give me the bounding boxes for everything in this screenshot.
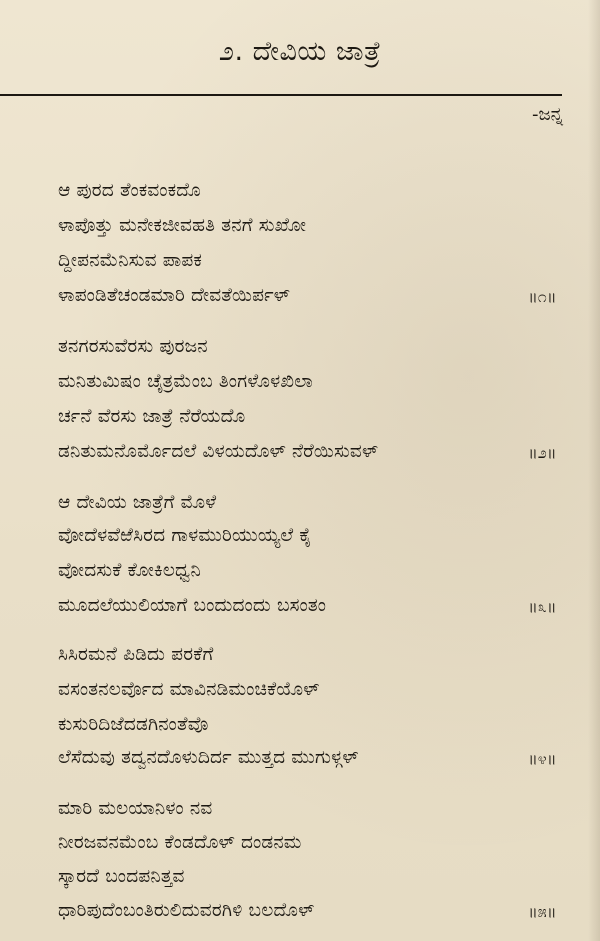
verse-4-number: ॥೪॥ xyxy=(528,749,557,768)
verse-1-line-2: ಳಾಪೊತ್ತು ಮನೇಕಜೀವಹತಿ ತನಗೆ ಸುಖೋ xyxy=(58,215,307,236)
verse-3-line-1: ಆ ದೇವಿಯ ಜಾತ್ರೆಗೆ ಮೊಳೆ xyxy=(58,492,217,513)
page-edge-shadow xyxy=(588,0,600,941)
title-rule xyxy=(0,94,562,96)
verse-1-number: ॥೧॥ xyxy=(528,287,557,306)
verse-3-line-4: ಮೂದಲೆಯುಲಿಯಾಗೆ ಬಂದುದಂದು ಬಸಂತಂ xyxy=(58,595,327,616)
verse-2-line-2: ಮನಿತುಮಿಷಂ ಚೈತ್ರಮೆಂಬ ತಿಂಗಳೊಳಖಿಲಾ xyxy=(58,371,313,392)
chapter-title: ೨. ದೇವಿಯ ಜಾತ್ರೆ xyxy=(218,36,382,67)
verse-1-line-3: ದ್ದೀಪನಮೆನಿಸುವ ಪಾಪಕ xyxy=(58,250,202,271)
verse-4-line-3: ಕುಸುರಿದಿಜೆದಡಗಿನಂತೆವೊ xyxy=(58,714,209,735)
verse-4-line-1: ಸಿಸಿರಮನೆ ಪಿಡಿದು ಪರಕೆಗೆ xyxy=(58,644,214,665)
verse-2-line-4: ಡನಿತುಮನೊರ್ಮೊದಲೆ ವಿಳಯದೊಳ್ ನೆರೆಯಿಸುವಳ್ xyxy=(58,441,379,462)
verse-3-line-3: ವೋದಸುಕೆ ಕೋಕಿಲಧ್ವನಿ xyxy=(58,560,202,581)
verse-1-line-4: ಳಾಪಂಡಿತೆಚಂಡಮಾರಿ ದೇವತೆಯಿರ್ಪಳ್ xyxy=(58,285,291,306)
verse-2-line-1: ತನಗರಸುವೆರಸು ಪುರಜನ xyxy=(58,336,208,357)
verse-3-number: ॥೩॥ xyxy=(528,597,557,616)
verse-5-line-1: ಮಾರಿ ಮಲಯಾನಿಳಂ ನವ xyxy=(58,798,213,819)
verse-2-number: ॥೨॥ xyxy=(528,443,557,462)
verse-2-line-3: ರ್ಚನೆ ವೆರಸು ಜಾತ್ರೆ ನೆರೆಯದೊ xyxy=(58,406,246,427)
verse-3-line-2: ವೋದೆಳವೆಱೆಸಿರದ ಗಾಳಮುರಿಯುಯ್ಯಲೆ ಕೈ xyxy=(58,525,312,546)
raga-label: -ಜನ್ನ xyxy=(532,104,564,125)
verse-4-line-2: ವಸಂತನಲರ್ವೊದ ಮಾವಿನಡಿಮಂಚಿಕೆಯೊಳ್ xyxy=(58,679,320,700)
verse-4-line-4: ಲೆಸೆದುವು ತದ್ವನದೊಳುದಿರ್ದ ಮುತ್ತದ ಮುಗುಳ್ಗಳ್ xyxy=(58,747,359,768)
verse-1-line-1: ಆ ಪುರದ ತೆಂಕವಂಕದೊ xyxy=(58,180,201,201)
verse-5-number: ॥೫॥ xyxy=(528,902,557,921)
verse-5-line-3: ಸ್ಕಾರದೆ ಬಂದಪನಿತ್ತವ xyxy=(58,866,185,887)
verse-5-line-4: ಧಾರಿಪುದೆಂಬಂತಿರುಲಿದುವರಗಿಳಿ ಬಲದೊಳ್ xyxy=(58,900,315,921)
verse-5-line-2: ನೀರಜವನಮೆಂಬ ಕೆಂಡದೊಳ್ ದಂಡನಮ xyxy=(58,832,302,853)
